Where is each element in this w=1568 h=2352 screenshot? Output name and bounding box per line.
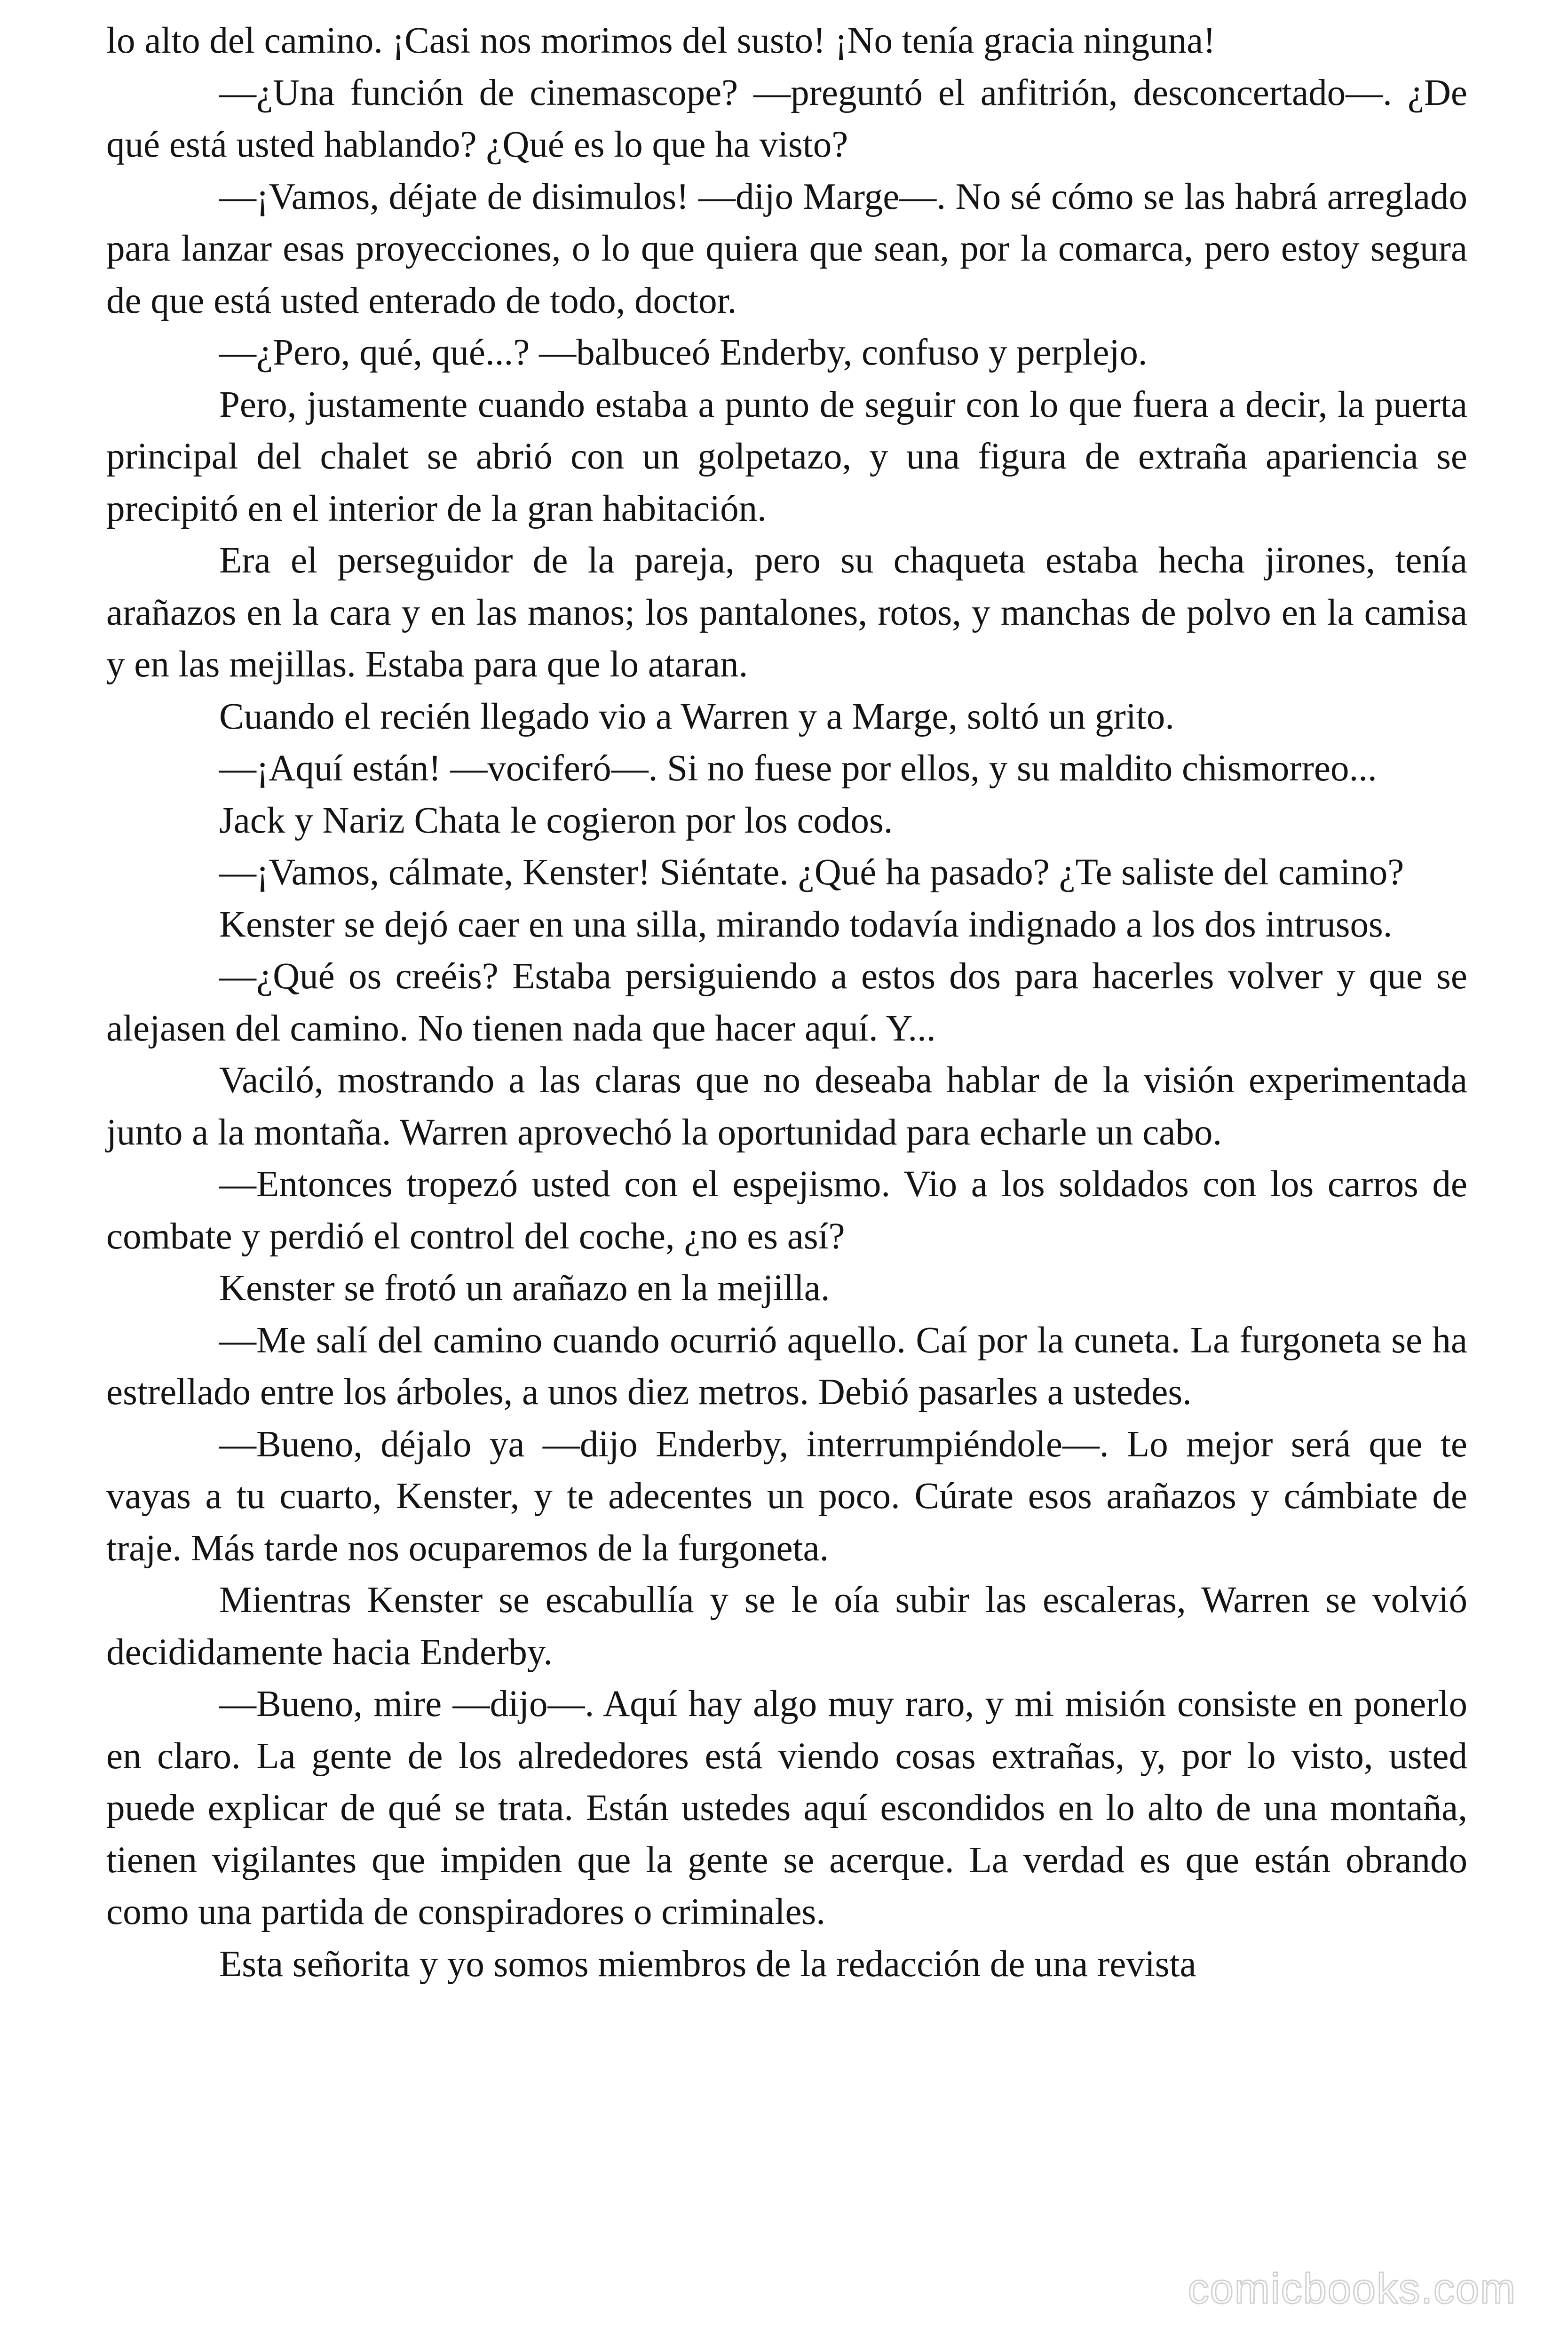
paragraph-2: —¿Una función de cinemascope? —preguntó el anfitrión, desconcertado—. ¿De qué está usted hablando? ¿Qué es lo que ha visto? bbox=[106, 72, 1467, 165]
paragraph-19: —Bueno, mire —dijo—. Aquí hay algo muy raro, y mi misión consiste en ponerlo en claro. La gente de los alrededores está viendo cosas extrañas, y, por lo visto, usted puede explicar de qué se trata. Están ustedes aquí escondidos en lo alto de una montaña, tienen vigilantes que impiden que la gente se acerque. La verdad es que están obrando como una partida de conspiradores o criminales. bbox=[106, 1684, 1467, 1932]
paragraph-14: —Entonces tropezó usted con el espejismo. Vio a los soldados con los carros de combate y perdió el control del coche, ¿no es así? bbox=[106, 1164, 1467, 1257]
page-body bbox=[106, 15, 1467, 1990]
paragraph-12: —¿Qué os creéis? Estaba persiguiendo a estos dos para hacerles volver y que se alejasen del camino. No tienen nada que hacer aquí. Y... bbox=[106, 956, 1467, 1049]
paragraph-15: Kenster se frotó un arañazo en la mejilla. bbox=[219, 1268, 830, 1309]
paragraph-17: —Bueno, déjalo ya —dijo Enderby, interrumpiéndole—. Lo mejor será que te vayas a tu cuarto, Kenster, y te adecentes un poco. Cúrate esos arañazos y cámbiate de traje. Más tarde nos ocuparemos de la furgoneta. bbox=[106, 1423, 1467, 1569]
paragraph-8: —¡Aquí están! —vociferó—. Si no fuese por ellos, y su maldito chismorreo... bbox=[219, 748, 1377, 789]
paragraph-4: —¿Pero, qué, qué...? —balbuceó Enderby, confuso y perplejo. bbox=[219, 332, 1148, 373]
paragraph-6: Era el perseguidor de la pareja, pero su chaqueta estaba hecha jirones, tenía arañazos en la cara y en las manos; los pantalones, rotos, y manchas de polvo en la camisa y en las mejillas. Estaba para que lo ataran. bbox=[106, 540, 1467, 685]
paragraph-7: Cuando el recién llegado vio a Warren y a Marge, soltó un grito. bbox=[219, 696, 1174, 737]
paragraph-1: lo alto del camino. ¡Casi nos morimos del susto! ¡No tenía gracia ninguna! bbox=[106, 20, 1216, 61]
paragraph-3: —¡Vamos, déjate de disimulos! —dijo Marge—. No sé cómo se las habrá arreglado para lanzar esas proyecciones, o lo que quiera que sean, por la comarca, pero estoy segura de que está usted enterado de todo, doctor. bbox=[106, 176, 1467, 321]
paragraph-9: Jack y Nariz Chata le cogieron por los codos. bbox=[219, 800, 893, 841]
paragraph-11: Kenster se dejó caer en una silla, mirando todavía indignado a los dos intrusos. bbox=[219, 904, 1393, 945]
paragraph-20: Esta señorita y yo somos miembros de la redacción de una revista bbox=[219, 1943, 1196, 1985]
paragraph-13: Vaciló, mostrando a las claras que no deseaba hablar de la visión experimentada junto a la montaña. Warren aprovechó la oportunidad para echarle un cabo. bbox=[106, 1060, 1467, 1153]
paragraph-10: —¡Vamos, cálmate, Kenster! Siéntate. ¿Qué ha pasado? ¿Te saliste del camino? bbox=[219, 852, 1404, 893]
paragraph-16: —Me salí del camino cuando ocurrió aquello. Caí por la cuneta. La furgoneta se ha estrellado entre los árboles, a unos diez metros. Debió pasarles a ustedes. bbox=[106, 1319, 1467, 1413]
watermark-logo: comicbooks.com bbox=[1188, 2265, 1516, 2312]
paragraph-18: Mientras Kenster se escabullía y se le oía subir las escaleras, Warren se volvió decididamente hacia Enderby. bbox=[106, 1580, 1467, 1673]
paragraph-5: Pero, justamente cuando estaba a punto de seguir con lo que fuera a decir, la puerta principal del chalet se abrió con un golpetazo, y una figura de extraña apariencia se precipitó en el interior de la gran habitación. bbox=[106, 384, 1467, 529]
